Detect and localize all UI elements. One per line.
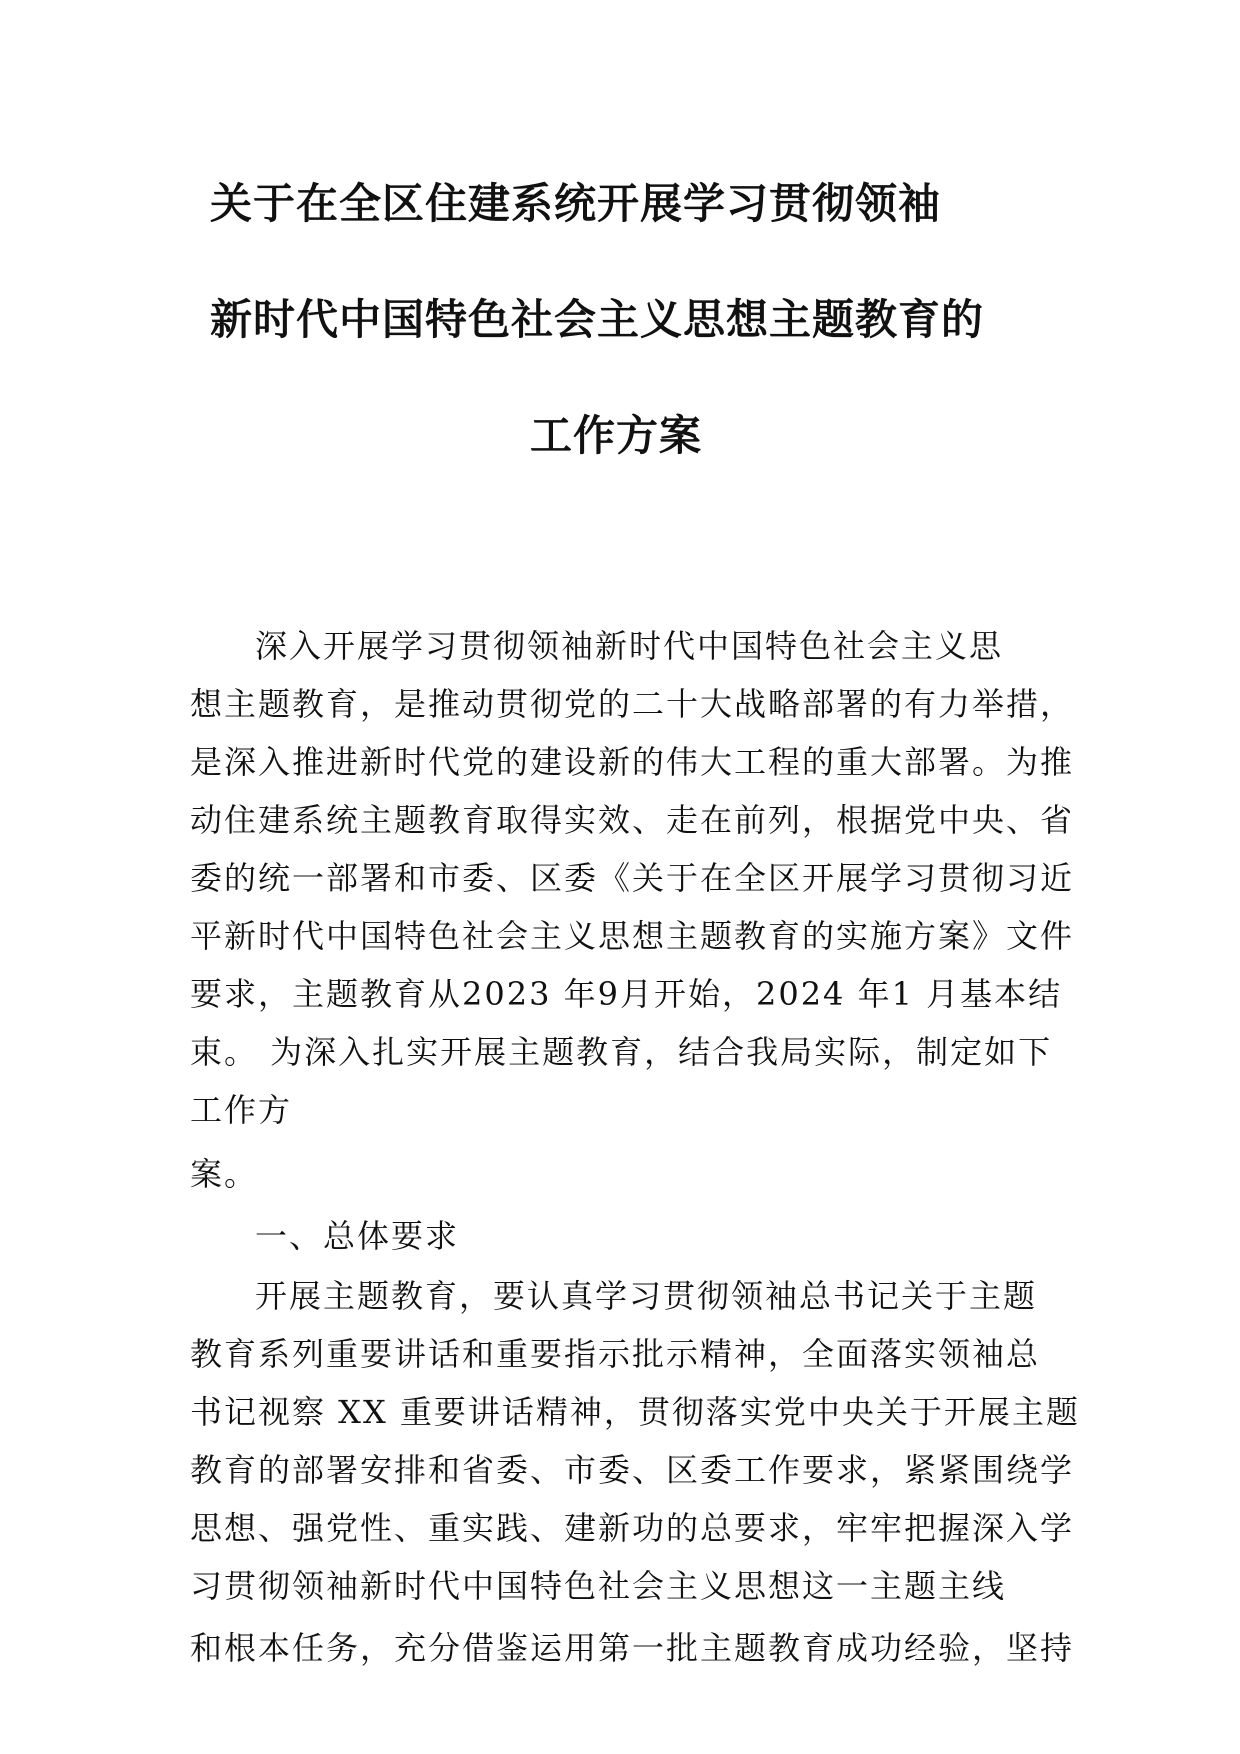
document-title-line-3: 工作方案 (530, 411, 703, 460)
paragraph-2-line-1: 开展主题教育，要认真学习贯彻领袖总书记关于主题 (255, 1277, 1038, 1315)
paragraph-1-line-2: 想主题教育，是推动贯彻党的二十大战略部署的有力举措， (190, 685, 1075, 723)
paragraph-1-line-8: 束。 为深入扎实开展主题教育，结合我局实际，制定如下 (190, 1033, 1053, 1071)
paragraph-1-line-3: 是深入推进新时代党的建设新的伟大工程的重大部署。为推 (190, 743, 1075, 781)
paragraph-2-line-4: 教育的部署安排和省委、市委、区委工作要求，紧紧围绕学 (190, 1451, 1075, 1489)
paragraph-2-line-7: 和根本任务，充分借鉴运用第一批主题教育成功经验，坚持 (190, 1629, 1075, 1667)
document-title-line-2: 新时代中国特色社会主义思想主题教育的 (210, 295, 985, 344)
paragraph-2-line-6: 习贯彻领袖新时代中国特色社会主义思想这一主题主线 (190, 1567, 1007, 1605)
paragraph-2-line-2: 教育系列重要讲话和重要指示批示精神，全面落实领袖总 (190, 1335, 1041, 1373)
section-heading-overall-requirements: 一、总体要求 (255, 1217, 460, 1255)
paragraph-2-line-3: 书记视察 XX 重要讲话精神，贯彻落实党中央关于开展主题 (190, 1393, 1080, 1431)
paragraph-1-line-9: 工作方 (190, 1091, 293, 1129)
paragraph-1-line-1: 深入开展学习贯彻领袖新时代中国特色社会主义思 (255, 627, 1004, 665)
paragraph-1-line-10: 案。 (190, 1155, 259, 1193)
paragraph-2-line-5: 思想、强党性、重实践、建新功的总要求，牢牢把握深入学 (190, 1509, 1075, 1547)
paragraph-1-line-7: 要求，主题教育从2023 年9月开始，2024 年1 月基本结 (190, 975, 1063, 1013)
paragraph-1-line-4: 动住建系统主题教育取得实效、走在前列，根据党中央、省 (190, 801, 1075, 839)
paragraph-1-line-5: 委的统一部署和市委、区委《关于在全区开展学习贯彻习近 (190, 859, 1075, 897)
document-title-line-1: 关于在全区住建系统开展学习贯彻领袖 (210, 179, 942, 228)
paragraph-1-line-6: 平新时代中国特色社会主义思想主题教育的实施方案》文件 (190, 917, 1075, 955)
